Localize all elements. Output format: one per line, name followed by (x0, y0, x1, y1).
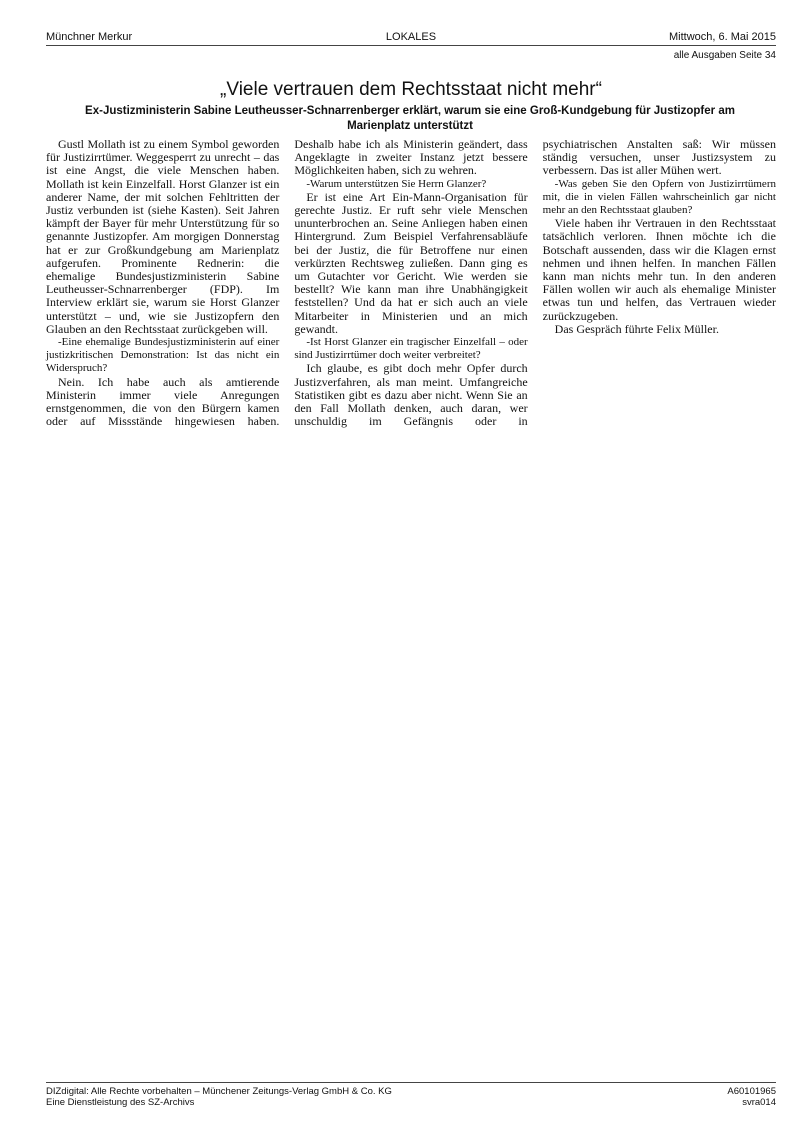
article-paragraph: Gustl Mollath ist zu einem Symbol geworden für Justizirrtümer. Weggesperrt zu unrecht – das ist eine Angst, die viele Menschen haben. Mollath ist kein Einzelfall. Horst Glanzer ist ein anderer Name, der mit solchen Fehltritten der Justiz verbunden ist (siehe Kasten). Seit Jahren kämpft der Bayer für mehr Unterstützung für so genannte Justizopfer. Am morgigen Donnerstag hat er zur Großkundgebung am Marienplatz aufgerufen. Prominente Rednerin: die ehemalige Bundesjustizministerin Sabine Leutheusser-Schnarrenberger (FDP). Im Interview erklärt sie, warum sie Horst Glanzer unterstützt – und, wie sie Justizopfern den Glauben an den Rechtsstaat zurückgeben will. (46, 137, 280, 336)
interview-question: -Warum unterstützen Sie Herrn Glanzer? (306, 177, 487, 190)
article-body (46, 138, 776, 438)
footer-ids (727, 1086, 776, 1108)
section-name: LOKALES (385, 31, 437, 43)
interview-question: -Eine ehemalige Bundesjustizministerin auf einer justizkritischen Demonstration: Ist das nicht ein Widerspruch? (46, 336, 280, 375)
interview-question: -Ist Horst Glanzer ein tragischer Einzelfall – oder sind Justizirrtümer doch weiter verbreitet? (294, 336, 528, 362)
footer-copyright-block (46, 1086, 392, 1108)
interview-answer: Ich glaube, es gibt doch mehr Opfer durch Justizverfahren, als man meint. Umfangreiche Statistiken gibt es dazu aber nicht. Wenn Sie an den Fall Mollath denken, auch daran, wer unschuldig im Gefängnis oder in psychiatrischen Anstalten saß: Wir müssen ständig versuchen, unser Justizsystem zu verbessern. Das ist aller Mühen wert. (294, 137, 776, 429)
article-subheadline: Ex-Justizministerin Sabine Leutheusser-Schnarrenberger erklärt, warum sie eine Groß-Kundgebung für Justizopfer am Marienplatz unterstützt (85, 105, 735, 132)
article-headline: „Viele vertrauen dem Rechtsstaat nicht mehr“ (220, 79, 602, 100)
document-id: A60101965 (727, 1086, 776, 1097)
edition-info: alle Ausgaben Seite 34 (673, 50, 776, 61)
page-header (46, 31, 776, 46)
archive-service: Eine Dienstleistung des SZ-Archivs (46, 1097, 195, 1108)
publication-name: Münchner Merkur (46, 31, 133, 43)
interview-answer: Er ist eine Art Ein-Mann-Organisation für gerechte Justiz. Er ruft sehr viele Menschen ununterbrochen an. Seine Anliegen haben einen Hintergrund. Zum Beispiel Verfahrensabläufe bei der Justiz, die für Betroffene nur einen verkürzten Rechtsweg zuließen. Dann ging es um Gutachter vor Gericht. Wie werden sie bestellt? Wie kann man ihre Unabhängigkeit feststellen? Und da hat er sich auch an viele Mitarbeiter in Ministerien und an mich gewandt. (294, 189, 528, 336)
interview-question: -Was geben Sie den Opfern von Justizirrtümern mit, die in vielen Fällen wahrscheinlich gar nicht mehr an den Rechtsstaat glauben? (542, 177, 776, 217)
article-credit: Das Gespräch führte Felix Müller. (554, 321, 719, 336)
archive-code: svra014 (742, 1097, 776, 1108)
copyright-notice: DIZdigital: Alle Rechte vorbehalten – Münchener Zeitungs-Verlag GmbH & Co. KG (46, 1086, 392, 1097)
page-footer (46, 1082, 776, 1108)
issue-date: Mittwoch, 6. Mai 2015 (669, 31, 776, 43)
interview-answer: Viele haben ihr Vertrauen in den Rechtsstaat tatsächlich verloren. Ihnen möchte ich die Botschaft aussenden, dass wir die Klagen ernst nehmen und ihnen helfen. In manchen Fällen kann man nichts mehr tun. In den anderen Fällen wollen wir auch als ehemalige Minister etwas tun und helfen, das Vertrauen wieder zurückzugeben. (542, 216, 776, 323)
interview-answer: Nein. Ich habe auch als amtierende Ministerin immer viele Anregungen ernstgenommen, die von den Bürgern kamen oder auf Missstände hingewiesen haben. Deshalb habe ich als Ministerin geändert, dass Angeklagte in zweiter Instanz jetzt bessere Möglichkeiten haben, sich zu wehren. (46, 137, 528, 429)
